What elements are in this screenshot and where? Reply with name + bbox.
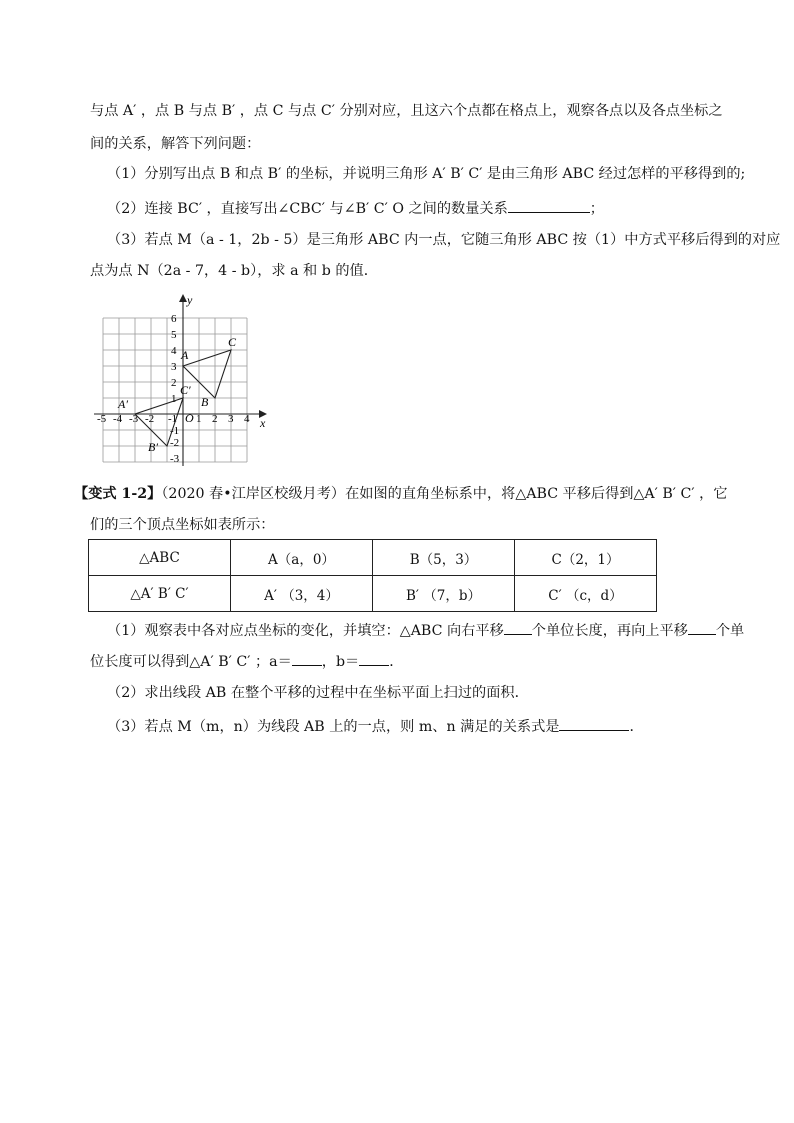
point-label-b: B (201, 395, 209, 409)
text: 个单 (715, 623, 745, 639)
question-2-end: ； (589, 201, 604, 217)
variant-question-3 (107, 716, 644, 736)
problem-intro-line1: 与点 A′ ，点 B 与点 B′ ，点 C 与点 C′ 分别对应，且这六个点都在格点上，观察各点以及各点坐标之 (90, 103, 723, 119)
answer-blank (508, 198, 590, 213)
question-2 (107, 198, 604, 218)
text: 位长度可以得到△A′ B′ C′ ；a＝ (90, 654, 292, 670)
origin-label: O (185, 411, 194, 425)
y-tick: 3 (171, 361, 177, 373)
x-tick: 3 (228, 413, 234, 425)
table-cell: △ABC (89, 540, 231, 576)
point-label-c-prime: C′ (180, 383, 191, 397)
text: ，b＝ (321, 654, 360, 670)
point-label-b-prime: B′ (148, 440, 158, 454)
coordinate-graph (90, 290, 280, 470)
table-cell: A（a，0） (231, 540, 373, 576)
point-label-a-prime: A′ (118, 397, 128, 411)
point-label-a: A (181, 348, 189, 362)
x-tick: -4 (113, 413, 123, 425)
y-axis-label: y (187, 293, 193, 307)
coordinate-table (88, 539, 657, 612)
variant-question-2: （2）求出线段 AB 在整个平移的过程中在坐标平面上扫过的面积． (107, 685, 529, 701)
text: 个单位长度，再向上平移 (531, 623, 688, 639)
problem-intro-line2: 间的关系，解答下列问题： (90, 136, 261, 152)
variant-source: （2020 春•江岸区校级月考） (161, 486, 346, 502)
x-tick: -1 (168, 413, 178, 425)
y-tick: -1 (170, 425, 180, 437)
x-tick: -2 (145, 413, 155, 425)
variant-heading-line1 (74, 485, 728, 503)
x-tick: -5 (97, 413, 107, 425)
table-row (89, 576, 657, 612)
y-tick-labels (170, 313, 180, 465)
point-label-c: C (228, 335, 237, 349)
x-tick-labels (97, 413, 250, 425)
text: ． (389, 654, 404, 670)
y-tick: 1 (171, 393, 177, 405)
x-tick: -3 (129, 413, 139, 425)
table-cell: B（5，3） (373, 540, 515, 576)
y-tick: 4 (171, 345, 177, 357)
y-tick: 6 (171, 313, 177, 325)
variant-text: 在如图的直角坐标系中，将△ABC 平移后得到△A′ B′ C′ ，它 (345, 486, 728, 502)
y-tick: 5 (171, 329, 177, 341)
y-axis-arrow (179, 294, 187, 302)
text: （1）观察表中各对应点坐标的变化，并填空：△ABC 向右平移 (107, 623, 504, 639)
table-row (89, 540, 657, 576)
question-2-text: （2）连接 BC′ ，直接写出∠CBC′ 与∠B′ C′ O 之间的数量关系 (107, 201, 508, 217)
answer-blank (292, 651, 322, 666)
table-cell: C（2，1） (515, 540, 657, 576)
question-3-line2: 点为点 N（2a - 7，4 - b），求 a 和 b 的值． (90, 263, 378, 279)
x-tick: 2 (212, 413, 218, 425)
question-1: （1）分别写出点 B 和点 B′ 的坐标，并说明三角形 A′ B′ C′ 是由三角形 ABC 经过怎样的平移得到的; (107, 166, 746, 182)
answer-blank (559, 716, 629, 731)
table-cell: A′ （3，4） (231, 576, 373, 612)
answer-blank (504, 620, 532, 635)
variant-question-1-line1 (107, 620, 744, 640)
text: ． (629, 719, 644, 735)
y-tick: 2 (171, 377, 177, 389)
y-tick: -3 (170, 453, 180, 465)
table-cell: C′ （c，d） (515, 576, 657, 612)
variant-heading-line2: 们的三个顶点坐标如表所示： (90, 517, 275, 533)
axes (94, 296, 265, 466)
table-cell: △A′ B′ C′ (89, 576, 231, 612)
variant-question-1-line2 (90, 651, 403, 671)
variant-tag: 【变式 1-2】 (74, 486, 162, 502)
question-3-line1: （3）若点 M（a - 1，2b - 5）是三角形 ABC 内一点，它随三角形 ABC 按（1）中方式平移后得到的对应 (107, 232, 781, 248)
answer-blank (359, 651, 389, 666)
y-tick: -2 (170, 437, 180, 449)
table-cell: B′ （7，b） (373, 576, 515, 612)
answer-blank (688, 620, 716, 635)
x-tick: 1 (196, 413, 202, 425)
x-axis-label: x (260, 416, 266, 430)
text: （3）若点 M（m，n）为线段 AB 上的一点，则 m、n 满足的关系式是 (107, 719, 560, 735)
x-tick: 4 (244, 413, 250, 425)
